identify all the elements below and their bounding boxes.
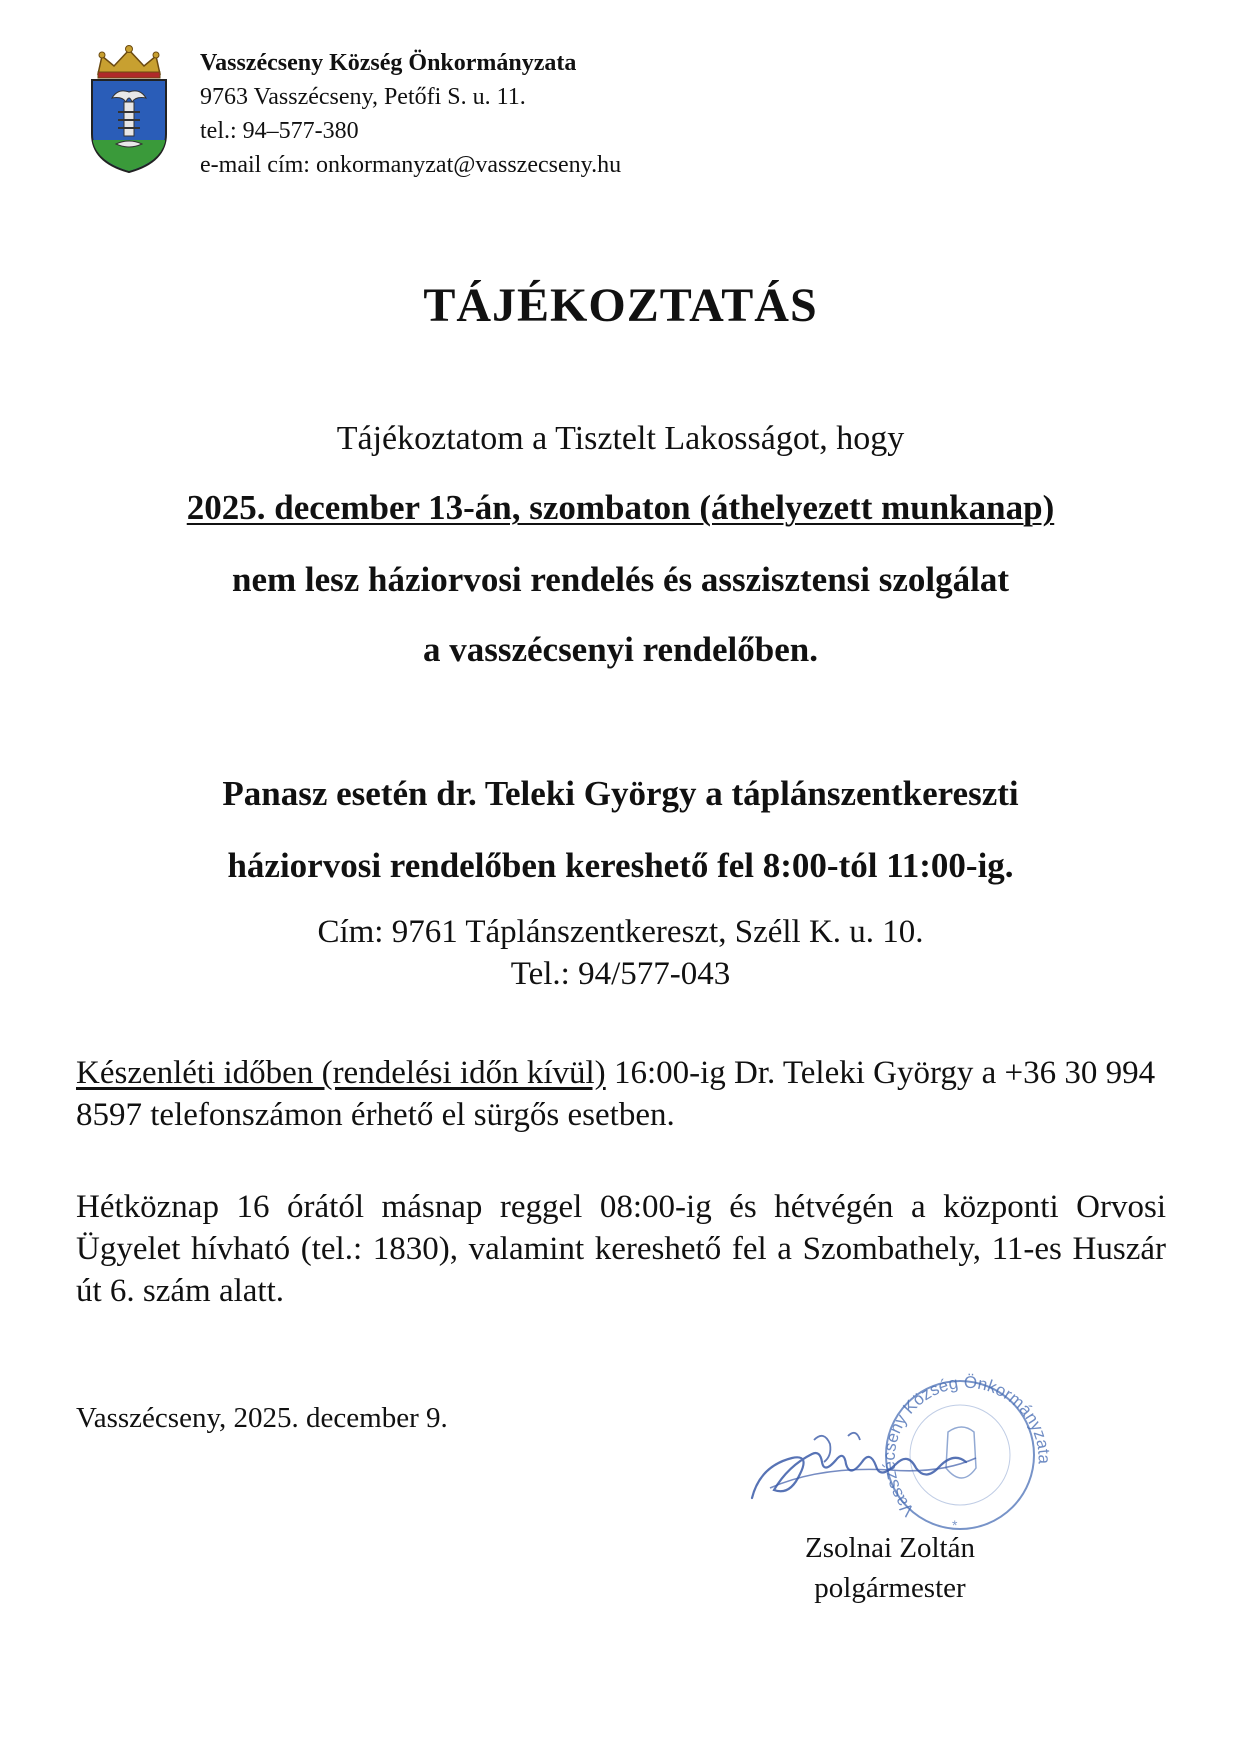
document-title: TÁJÉKOZTATÁS bbox=[423, 279, 818, 332]
municipal-crest-icon bbox=[88, 44, 170, 174]
standby-text: 16:00-ig Dr. Teleki György a +36 30 994 8597 telefonszámon érhető el sürgős esetben. bbox=[76, 1055, 1156, 1133]
organization-address: 9763 Vasszécseny, Petőfi S. u. 11. bbox=[200, 84, 526, 110]
complaint-line-2: háziorvosi rendelőben kereshető fel 8:00-tól 11:00-ig. bbox=[227, 846, 1014, 885]
date-place: Vasszécseny, 2025. december 9. bbox=[76, 1402, 448, 1434]
weekday-paragraph: Hétköznap 16 órától másnap reggel 08:00-ig és hétvégén a központi Orvosi Ügyelet hívható (tel.: 1830), valamint kereshető fel a Szombathely, 11-es Huszár út 6. szám alatt. bbox=[76, 1189, 1166, 1309]
date-line bbox=[0, 488, 1241, 528]
official-stamp-icon bbox=[880, 1373, 1054, 1533]
clinic-address: Cím: 9761 Táplánszentkereszt, Széll K. u. 10. bbox=[317, 914, 924, 950]
signer-title: polgármester bbox=[814, 1572, 966, 1604]
standby-heading: Készenléti időben (rendelési időn kívül) bbox=[76, 1055, 606, 1091]
stamp-text: Vasszécseny Község Önkormányzata bbox=[879, 1372, 1054, 1520]
date-line-text: 2025. december 13-án, szombaton (áthelyezett munkanap) bbox=[186, 488, 1055, 527]
svg-text:*: * bbox=[952, 1517, 958, 1533]
no-service-text: nem lesz háziorvosi rendelés és asszisztensi szolgálat bbox=[231, 560, 1010, 599]
signer-name: Zsolnai Zoltán bbox=[805, 1532, 975, 1564]
organization-phone: tel.: 94–577-380 bbox=[200, 118, 359, 144]
svg-text:Vasszécseny Község Önkormányza bbox=[880, 1373, 1054, 1520]
handwritten-signature-icon bbox=[752, 1433, 976, 1498]
standby-paragraph bbox=[76, 1052, 1166, 1136]
intro-text: Tájékoztatom a Tisztelt Lakosságot, hogy bbox=[336, 420, 905, 457]
organization-name: Vasszécseny Község Önkormányzata bbox=[200, 50, 577, 76]
organization-email: e-mail cím: onkormanyzat@vasszecseny.hu bbox=[200, 152, 622, 178]
complaint-line-1: Panasz esetén dr. Teleki György a táplánszentkereszti bbox=[222, 774, 1019, 813]
signer-block bbox=[760, 1528, 1020, 1608]
letterhead bbox=[200, 46, 621, 182]
clinic-phone: Tel.: 94/577-043 bbox=[510, 956, 731, 992]
location-text: a vasszécsenyi rendelőben. bbox=[422, 630, 819, 669]
